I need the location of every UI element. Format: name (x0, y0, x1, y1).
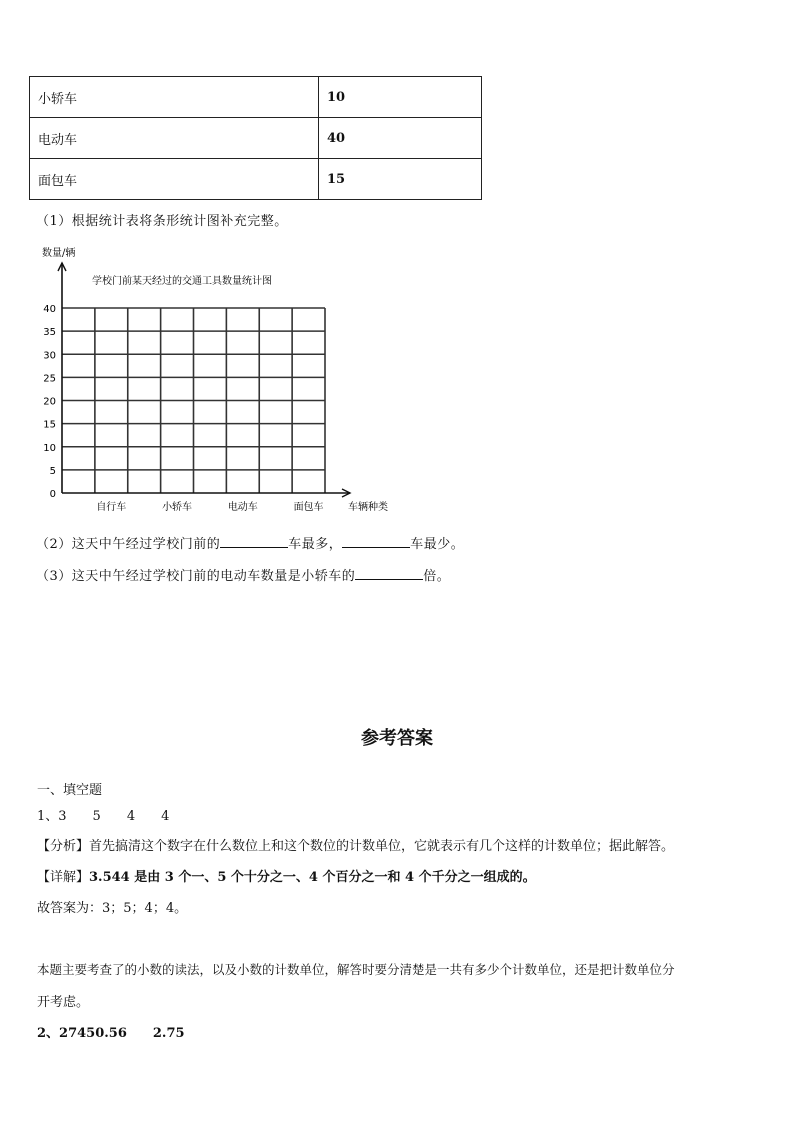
bar-chart (30, 238, 410, 518)
vehicle-name-cell: 面包车 (30, 159, 319, 200)
y-tick-label: 0 (49, 489, 56, 500)
analysis-text: 首先搞清这个数字在什么数位上和这个数位的计数单位，它就表示有几个这样的计数单位；据此解答。 (89, 839, 675, 854)
x-category-label: 电动车 (227, 502, 258, 513)
chart-title: 学校门前某天经过的交通工具数量统计图 (92, 276, 272, 287)
answers-title: 参考答案 (361, 728, 433, 749)
x-category-label: 自行车 (96, 502, 127, 513)
y-ticks (43, 304, 56, 500)
detail-line (37, 866, 536, 885)
conclusion-line: 故答案为：3；5；4；4。 (37, 901, 188, 916)
y-tick-label: 30 (43, 350, 56, 362)
table-row (30, 118, 482, 159)
vehicle-name-cell: 小轿车 (30, 77, 319, 118)
answer-blank-least[interactable] (342, 535, 410, 548)
x-axis-label: 车辆种类 (348, 502, 388, 513)
answer-1: 1、3 5 4 4 (37, 809, 170, 824)
y-tick-label: 15 (43, 419, 56, 431)
question-2-part-a: （2）这天中午经过学校门前的 (36, 537, 221, 552)
y-tick-label: 20 (43, 396, 56, 408)
question-2-part-c: 车最少。 (410, 537, 465, 552)
question-2-part-b: 车最多， (288, 537, 343, 552)
vehicle-count-cell: 10 (318, 77, 481, 118)
x-category-label: 面包车 (293, 502, 324, 513)
y-tick-label: 35 (43, 327, 56, 339)
y-tick-label: 10 (43, 442, 56, 454)
question-3 (36, 565, 450, 584)
question-1: （1）根据统计表将条形统计图补充完整。 (36, 214, 288, 229)
x-categories (96, 500, 323, 513)
vehicle-count-table (29, 76, 482, 200)
detail-text: 3.544 是由 3 个一、5 个十分之一、4 个百分之一和 4 个千分之一组成的。 (89, 870, 536, 885)
y-axis-label: 数量/辆 (42, 248, 76, 259)
summary-line-1: 本题主要考查了的小数的读法，以及小数的计数单位，解答时要分清楚是一共有多少个计数单位，还是把计数单位分 (37, 962, 675, 977)
table-row (30, 159, 482, 200)
analysis-label: 【分析】 (37, 839, 90, 854)
y-tick-label: 25 (43, 373, 56, 385)
analysis-line (37, 835, 674, 854)
vehicle-count-cell: 15 (318, 159, 481, 200)
chart-axes (58, 263, 350, 497)
question-3-part-b: 倍。 (423, 569, 451, 584)
table-row (30, 77, 482, 118)
vehicle-count-cell: 40 (318, 118, 481, 159)
section-heading: 一、填空题 (37, 783, 103, 798)
chart-grid (62, 308, 325, 493)
vehicle-name-cell: 电动车 (30, 118, 319, 159)
answer-blank-ratio[interactable] (355, 567, 423, 580)
answer-blank-most[interactable] (220, 535, 288, 548)
summary-line-2: 开考虑。 (37, 995, 90, 1010)
question-2 (36, 533, 464, 552)
x-category-label: 小轿车 (162, 502, 193, 513)
answer-2: 2、27450.56 2.75 (37, 1026, 185, 1041)
y-tick-label: 5 (49, 465, 56, 477)
y-tick-label: 40 (43, 304, 56, 315)
detail-label: 【详解】 (37, 870, 90, 885)
question-3-part-a: （3）这天中午经过学校门前的电动车数量是小轿车的 (36, 569, 356, 584)
